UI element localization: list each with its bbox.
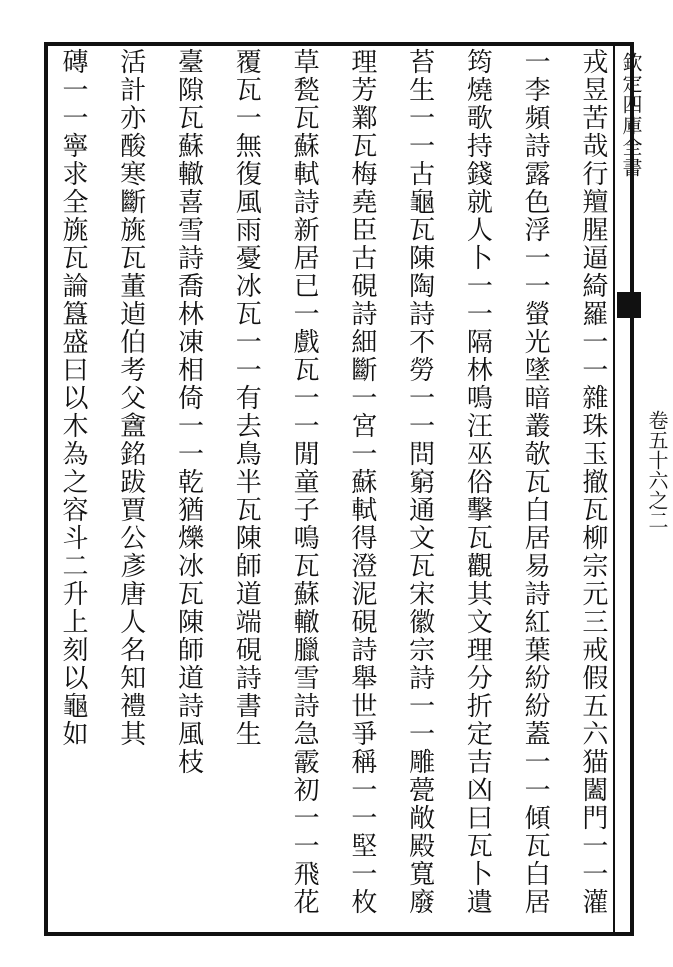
text-column: 覆瓦一無復風雨憂冰瓦一一有去鳥半瓦陳師道端硯詩書生: [231, 48, 262, 748]
margin-rule: [613, 42, 615, 936]
book-title: 欽定四庫全書: [619, 52, 643, 178]
text-column: 苔生一一古龜瓦陳陶詩不勞一一問窮通文瓦宋徽宗詩一一雕甍敞殿寬廢: [404, 48, 435, 916]
text-column: 活計亦酸寒斷旐瓦董逌伯考父盦銘跋賈公彥唐人名知禮其: [115, 48, 146, 748]
text-column: 磚一一寧求全旐瓦論簋盛曰以木為之容斗二升上刻以龜如: [58, 48, 88, 748]
text-column: 草甃瓦蘇軾詩新居已一戲瓦一一閒童子鳴瓦蘇轍臘雪詩急霰初一一飛花: [289, 48, 320, 916]
text-column: 臺隙瓦蘇轍喜雪詩喬林凍相倚一一乾猶爍冰瓦陳師道詩風枝: [173, 48, 204, 776]
text-body: [52, 48, 612, 930]
volume-label: 卷五十六之二: [645, 410, 669, 530]
text-column: 理芳鄴瓦梅堯臣古硯詩細斷一宮一蘇軾得澄泥硯詩舉世爭稱一一堅一枚: [346, 48, 377, 916]
fishtail-mark: [617, 292, 641, 318]
text-column: 一李頻詩露色浮一一螢光墜暗叢欹瓦白居易詩紅葉紛紛蓋一一傾瓦白居: [520, 48, 551, 916]
text-column: 戎昱苦哉行羶腥逼綺羅一一雜珠玉撤瓦柳宗元三戒假五六猫闔門一一灌: [577, 48, 608, 916]
text-column: 筠燒歌持錢就人卜一一隔林鳴汪巫俗擊瓦觀其文理分折定吉凶曰瓦卜遺: [462, 48, 493, 916]
